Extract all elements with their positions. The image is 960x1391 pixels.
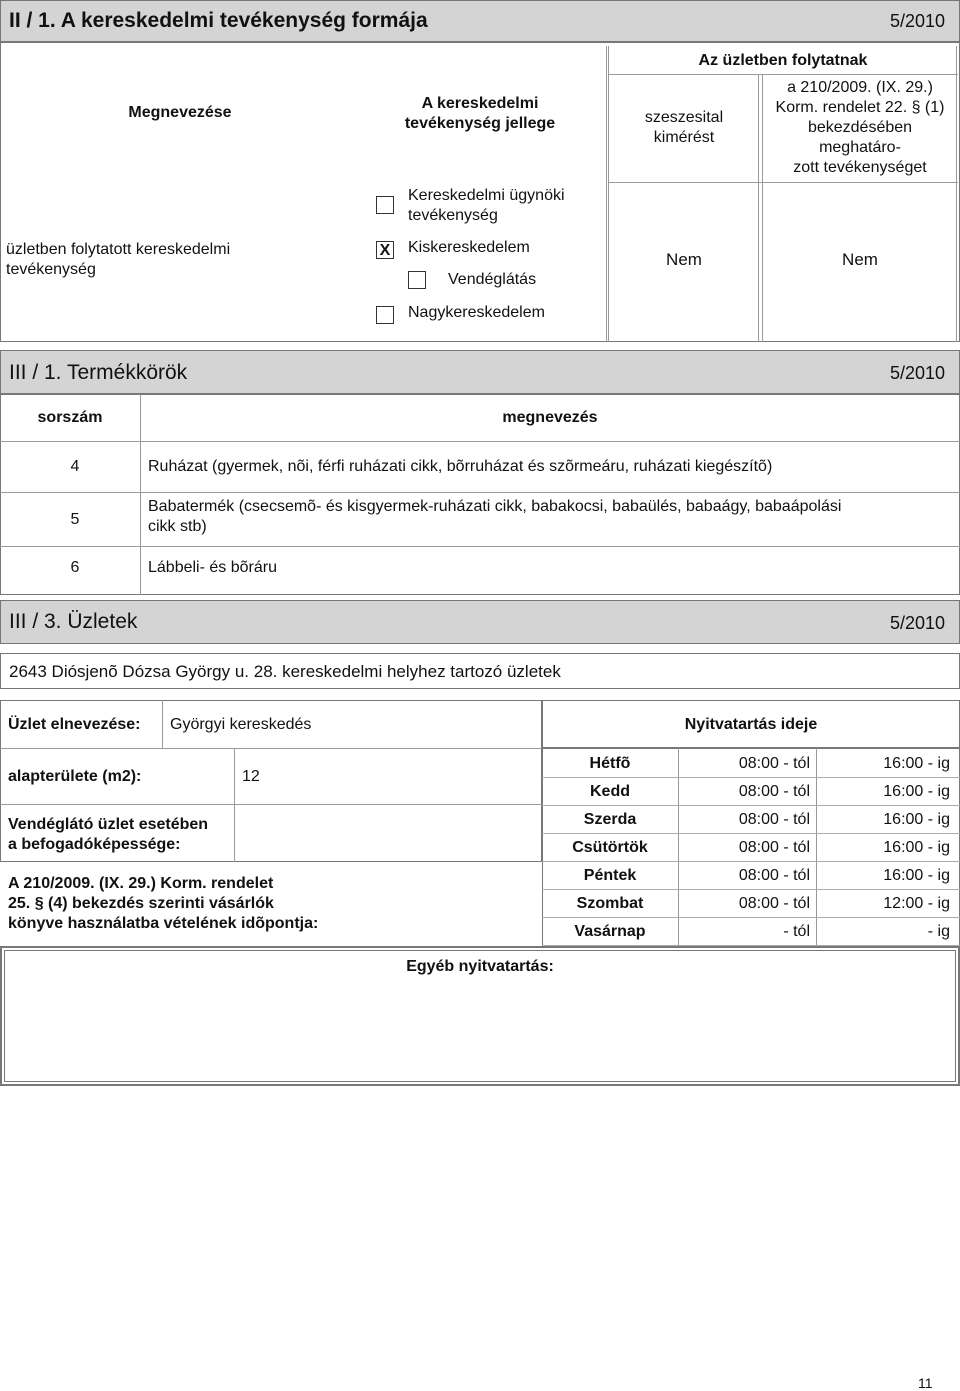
open-to: 16:00 - ig bbox=[883, 839, 950, 856]
divider bbox=[234, 748, 235, 862]
divider bbox=[0, 748, 542, 749]
weekday-label: Péntek bbox=[583, 867, 637, 884]
area-value: 12 bbox=[242, 768, 260, 785]
divider bbox=[606, 46, 607, 342]
shop-name-value: Györgyi kereskedés bbox=[170, 716, 312, 733]
section-title: II / 1. A kereskedelmi tevékenység formája bbox=[9, 9, 428, 32]
weekday-label: Kedd bbox=[590, 783, 630, 800]
opening-hours-header: Nyitvatartás ideje bbox=[542, 700, 960, 748]
section-title: III / 3. Üzletek bbox=[9, 610, 138, 633]
option-label-wholesale: Nagykereskedelem bbox=[408, 304, 545, 321]
checkbox-agent-activity[interactable] bbox=[376, 196, 394, 214]
section-date: 5/2010 bbox=[889, 363, 945, 383]
open-from: 08:00 - tól bbox=[738, 755, 810, 772]
option-label-retail: Kiskereskedelem bbox=[408, 239, 530, 256]
open-to: 16:00 - ig bbox=[883, 783, 950, 800]
column-header-serial: sorszám bbox=[37, 409, 103, 426]
product-row bbox=[0, 493, 960, 546]
regulated-activity-value: Nem bbox=[842, 250, 878, 269]
column-header-regulated-activity: a 210/2009. (IX. 29.) Korm. rendelet 22. § (1) bekezdésében meghatáro- zott tevékenységet bbox=[775, 79, 945, 176]
option-label-catering: Vendéglátás bbox=[448, 271, 537, 288]
opening-hours-row bbox=[542, 862, 960, 890]
opening-hours-row bbox=[542, 806, 960, 834]
column-header-nature: A kereskedelmi tevékenység jellege bbox=[404, 95, 556, 132]
opening-hours-row bbox=[542, 778, 960, 806]
shop-name-label: Üzlet elnevezése: bbox=[8, 716, 141, 733]
checkbox-retail[interactable]: X bbox=[376, 241, 394, 259]
section-date: 5/2010 bbox=[889, 11, 945, 31]
product-name: Lábbeli- és bõráru bbox=[148, 559, 277, 576]
open-from: - tól bbox=[783, 923, 810, 940]
checkbox-catering[interactable] bbox=[408, 271, 426, 289]
complaint-book-label: A 210/2009. (IX. 29.) Korm. rendelet 25. § (4) bekezdés szerinti vásárlók könyve használatba vételének idõpontja: bbox=[8, 875, 319, 932]
weekday-label: Szerda bbox=[583, 811, 637, 828]
product-row bbox=[0, 442, 960, 492]
row-name-shop-activity: üzletben folytatott kereskedelmi tevékenység bbox=[6, 241, 231, 278]
open-to: 16:00 - ig bbox=[883, 867, 950, 884]
divider bbox=[762, 74, 763, 342]
open-from: 08:00 - tól bbox=[738, 895, 810, 912]
alcohol-value: Nem bbox=[666, 250, 702, 269]
open-from: 08:00 - tól bbox=[738, 867, 810, 884]
weekday-label: Szombat bbox=[576, 895, 644, 912]
divider bbox=[0, 804, 542, 805]
opening-hours-row bbox=[542, 918, 960, 946]
divider bbox=[608, 74, 958, 75]
open-to: 16:00 - ig bbox=[883, 755, 950, 772]
product-row bbox=[0, 547, 960, 595]
section-date: 5/2010 bbox=[889, 613, 945, 633]
other-hours-label: Egyéb nyitvatartás: bbox=[406, 958, 554, 975]
section-header-shops bbox=[0, 600, 960, 644]
product-name: Ruházat (gyermek, nõi, férfi ruházati cikk, bõrruházat és szõrmeáru, ruházati kiegészítõ) bbox=[148, 458, 773, 475]
weekday-label: Hétfõ bbox=[589, 755, 631, 772]
weekday-label: Csütörtök bbox=[572, 839, 648, 856]
page-number: 11 bbox=[918, 1375, 933, 1391]
divider bbox=[608, 46, 609, 342]
opening-hours-row bbox=[542, 890, 960, 918]
section-header-activity-form bbox=[0, 0, 960, 42]
shop-address-box bbox=[0, 653, 960, 689]
opening-hours-row bbox=[542, 834, 960, 862]
divider bbox=[162, 700, 163, 748]
opening-hours-row bbox=[542, 750, 960, 778]
open-from: 08:00 - tól bbox=[738, 811, 810, 828]
divider bbox=[608, 182, 958, 183]
column-header-product-name: megnevezés bbox=[502, 409, 598, 426]
weekday-label: Vasárnap bbox=[574, 923, 646, 940]
checkbox-wholesale[interactable] bbox=[376, 306, 394, 324]
shop-address: 2643 Diósjenõ Dózsa György u. 28. kereskedelmi helyhez tartozó üzletek bbox=[9, 662, 561, 681]
option-label-agent-activity: Kereskedelmi ügynöki tevékenység bbox=[408, 187, 565, 224]
group-header-in-shop: Az üzletben folytatnak bbox=[698, 52, 868, 69]
divider bbox=[956, 46, 957, 342]
section-header-product-groups bbox=[0, 350, 960, 394]
product-name: Babatermék (csecsemõ- és kisgyermek-ruházati cikk, babakocsi, babaülés, babaágy, babaápolási cikk stb) bbox=[148, 498, 842, 535]
area-label: alapterülete (m2): bbox=[8, 768, 142, 785]
product-serial: 6 bbox=[70, 559, 80, 576]
divider bbox=[758, 74, 759, 342]
open-from: 08:00 - tól bbox=[738, 783, 810, 800]
column-header-name: Megnevezése bbox=[128, 104, 232, 121]
open-to: - ig bbox=[927, 923, 950, 940]
open-to: 12:00 - ig bbox=[883, 895, 950, 912]
open-to: 16:00 - ig bbox=[883, 811, 950, 828]
product-serial: 5 bbox=[70, 511, 80, 528]
column-header-alcohol: szeszesital kimérést bbox=[644, 109, 724, 146]
open-from: 08:00 - tól bbox=[738, 839, 810, 856]
section-title: III / 1. Termékkörök bbox=[9, 361, 188, 384]
product-serial: 4 bbox=[70, 458, 80, 475]
capacity-label: Vendéglátó üzlet esetében a befogadóképessége: bbox=[8, 816, 209, 853]
